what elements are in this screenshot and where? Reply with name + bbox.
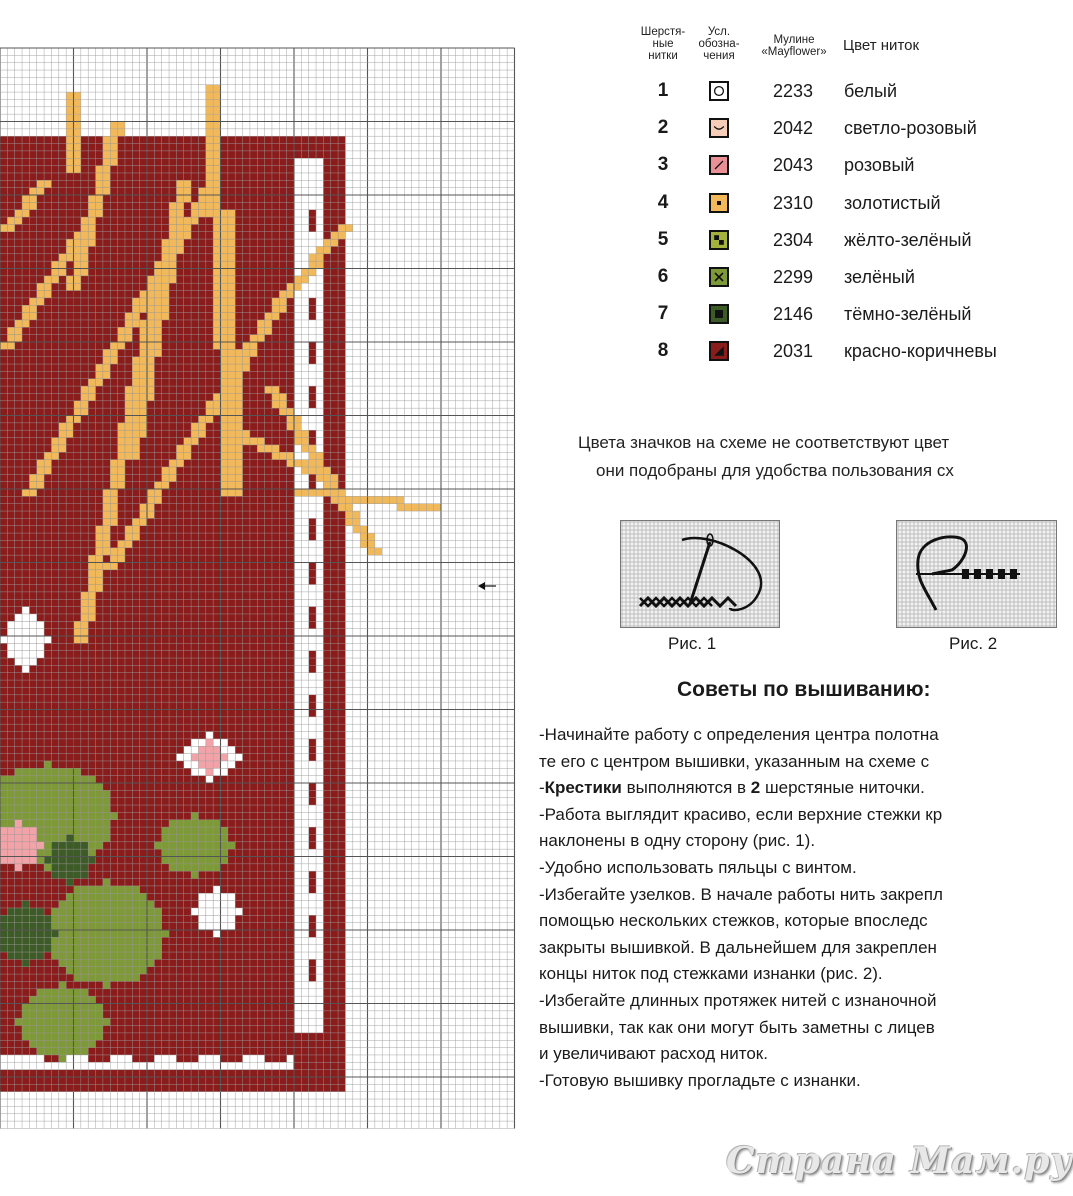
legend-mouline-code: 2299	[773, 267, 814, 287]
legend-row	[625, 299, 1020, 329]
legend-symbol-dot-icon	[709, 193, 729, 213]
legend-row	[625, 188, 1020, 218]
tips-title: Советы по вышиванию:	[677, 678, 931, 701]
legend-symbol-triangle-icon	[709, 341, 729, 361]
tip-line: -Избегайте длинных протяжек нитей с изнаночной	[539, 990, 937, 1010]
tip-line: закрыты вышивкой. В дальнейшем для закреплен	[539, 937, 937, 957]
legend-mouline-code: 2043	[773, 155, 814, 176]
legend-header-symbol: Усл. обозна- чения	[698, 26, 740, 62]
legend-color-name: тёмно-зелёный	[844, 304, 972, 325]
tip-line: -Работа выглядит красиво, если верхние стежки кр	[539, 804, 943, 824]
legend-header-wool: Шерстя- ные нитки	[640, 26, 686, 62]
tip-line: наклонены в одну сторону (рис. 1).	[539, 831, 816, 851]
legend-symbol-smile-icon	[709, 118, 729, 138]
tip-line: -Готовую вышивку прогладьте с изнанки.	[539, 1070, 861, 1090]
figure-2-thread-securing-illustration	[896, 520, 1020, 628]
cross-stitch-chart	[0, 48, 520, 1130]
legend-color-name: светло-розовый	[844, 118, 977, 139]
legend-wool-number: 8	[657, 340, 669, 362]
legend-wool-number: 1	[657, 80, 669, 101]
site-watermark-logo: Страна Мам.ру	[726, 1140, 1073, 1182]
legend-wool-number: 3	[657, 154, 669, 176]
tip-line: те его с центром вышивки, указанным на схеме с	[539, 751, 930, 771]
legend-wool-number: 2	[657, 117, 669, 139]
legend-wool-number: 7	[657, 303, 669, 325]
tip-line: -Начинайте работу с определения центра полотна	[539, 725, 939, 744]
tip-line: и увеличивают расход ниток.	[539, 1044, 768, 1064]
legend-mouline-code: 2310	[773, 192, 814, 213]
legend-symbol-cross-icon	[709, 267, 729, 287]
legend-color-name: белый	[844, 81, 898, 101]
legend-symbol-slash-icon	[709, 155, 729, 175]
legend-row	[625, 76, 1020, 106]
legend-row	[625, 113, 1020, 143]
tip-line: концы ниток под стежками изнанки (рис. 2).	[539, 964, 883, 984]
figure-2-caption: Рис. 2	[949, 634, 998, 653]
legend-mouline-code: 2042	[773, 118, 814, 139]
legend-color-name: красно-коричневы	[844, 341, 997, 362]
legend-color-name: золотистый	[844, 192, 941, 213]
legend-mouline-code: 2146	[773, 304, 814, 325]
legend-color-name: розовый	[844, 155, 915, 176]
legend-row	[625, 225, 1020, 255]
symbol-note-line-2: они подобраны для удобства пользования сх	[596, 461, 954, 480]
legend-wool-number: 5	[657, 228, 669, 250]
tip-line: -Удобно использовать пяльцы с винтом.	[539, 857, 857, 877]
legend-row	[625, 262, 1020, 292]
tip-line: помощью нескольких стежков, которые впоследс	[539, 911, 928, 931]
legend-row	[625, 150, 1020, 180]
tip-line: -Крестики выполняются в 2 шерстяные ниточки.	[539, 778, 925, 798]
legend-symbol-square-icon	[709, 304, 729, 324]
embroidery-tips-list	[539, 722, 1020, 1094]
legend-symbol-circle-icon	[709, 81, 729, 101]
legend-wool-number: 4	[657, 191, 669, 213]
figure-1-cross-stitch-illustration	[620, 520, 780, 628]
legend-symbol-checker-icon	[709, 230, 729, 250]
center-marker-arrow-icon	[478, 580, 496, 592]
symbol-note-line-1: Цвета значков на схеме не соответствуют цвет	[578, 433, 950, 452]
legend-header-mouline: Мулине «Mayflower»	[761, 34, 827, 58]
figure-1-caption: Рис. 1	[668, 634, 717, 653]
legend-mouline-code: 2233	[773, 81, 814, 101]
legend-row	[625, 336, 1020, 366]
legend-wool-number: 6	[657, 266, 669, 287]
tip-line: -Избегайте узелков. В начале работы нить закрепл	[539, 884, 943, 904]
legend-color-name: зелёный	[844, 267, 915, 287]
legend-color-name: жёлто-зелёный	[844, 229, 972, 250]
legend-header-color: Цвет ниток	[843, 37, 920, 54]
tip-line: вышивки, так как они могут быть заметны с лицев	[539, 1017, 935, 1037]
legend-mouline-code: 2304	[773, 229, 814, 250]
legend-mouline-code: 2031	[773, 341, 814, 362]
